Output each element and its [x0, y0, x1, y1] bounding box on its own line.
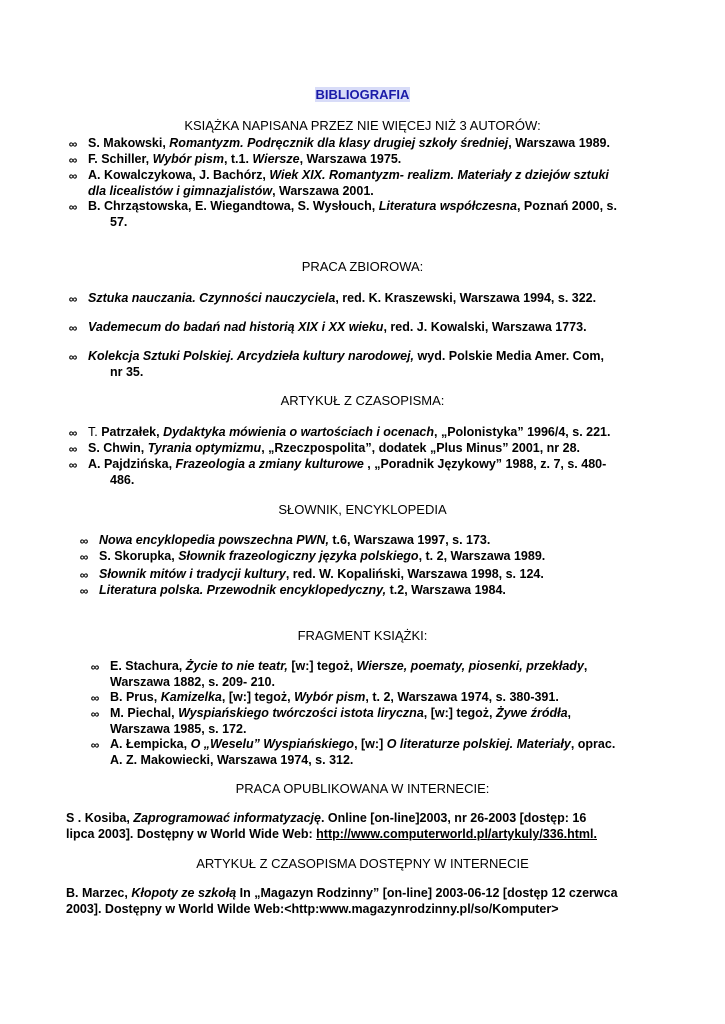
infinity-bullet-icon: ∞	[68, 137, 78, 151]
infinity-bullet-icon: ∞	[90, 691, 100, 705]
list-item: ∞ Kolekcja Sztuki Polskiej. Arcydzieła kultury narodowej, wyd. Polskie Media Amer. Com, nr 35.	[88, 348, 688, 380]
infinity-bullet-icon: ∞	[68, 200, 78, 214]
infinity-bullet-icon: ∞	[68, 321, 78, 335]
page-title	[0, 87, 725, 102]
section-heading-article: ARTYKUŁ Z CZASOPISMA:	[280, 393, 445, 408]
infinity-bullet-icon: ∞	[68, 442, 78, 456]
infinity-bullet-icon: ∞	[68, 153, 78, 167]
list-item: ∞ E. Stachura, Życie to nie teatr, [w:] tegoż, Wiersze, poematy, piosenki, przekłady, Warszawa 1882, s. 209- 210.	[110, 658, 690, 690]
infinity-bullet-icon: ∞	[90, 738, 100, 752]
internet-article-entry: B. Marzec, Kłopoty ze szkołą In „Magazyn Rodzinny” [on-line] 2003-06-12 [dostęp 12 czerwca 2003]. Dostępny w World Wilde Web:<http:www.magazynrodzinny.pl/so/Komputer>	[66, 886, 618, 916]
list-item: ∞ S. Chwin, Tyrania optymizmu, „Rzeczpospolita”, dodatek „Plus Minus” 2001, nr 28.	[88, 440, 688, 456]
infinity-bullet-icon: ∞	[68, 350, 78, 364]
list-item: ∞ B. Chrząstowska, E. Wiegandtowa, S. Wysłouch, Literatura współczesna, Poznań 2000, s. 57.	[88, 198, 688, 230]
title-text: BIBLIOGRAFIA	[315, 87, 410, 102]
list-item: ∞ A. Łempicka, O „Weselu” Wyspiańskiego, [w:] O literaturze polskiej. Materiały, oprac. A. Z. Makowiecki, Warszawa 1974, s. 312.	[110, 736, 690, 768]
infinity-bullet-icon: ∞	[90, 707, 100, 721]
infinity-bullet-icon: ∞	[68, 169, 78, 183]
list-item: ∞ B. Prus, Kamizelka, [w:] tegoż, Wybór pism, t. 2, Warszawa 1974, s. 380-391.	[110, 689, 690, 705]
list-item: ∞ Literatura polska. Przewodnik encyklopedyczny, t.2, Warszawa 1984.	[99, 582, 699, 598]
list-item: ∞ Sztuka nauczania. Czynności nauczyciela, red. K. Kraszewski, Warszawa 1994, s. 322.	[88, 290, 688, 306]
section-heading-collective: PRACA ZBIOROWA:	[301, 259, 424, 274]
list-item: ∞ Słownik mitów i tradycji kultury, red. W. Kopaliński, Warszawa 1998, s. 124.	[99, 566, 699, 582]
list-item: ∞ S. Makowski, Romantyzm. Podręcznik dla klasy drugiej szkoły średniej, Warszawa 1989.	[88, 135, 688, 151]
infinity-bullet-icon: ∞	[79, 568, 89, 582]
infinity-bullet-icon: ∞	[68, 426, 78, 440]
infinity-bullet-icon: ∞	[68, 292, 78, 306]
list-item: ∞ M. Piechal, Wyspiańskiego twórczości istota liryczna, [w:] tegoż, Żywe źródła, Warszawa 1985, s. 172.	[110, 705, 690, 737]
section-heading-internet-publication: PRACA OPUBLIKOWANA W INTERNECIE:	[235, 781, 490, 796]
internet-publication-entry: S . Kosiba, Zaprogramować informatyzację. Online [on-line]2003, nr 26-2003 [dostęp: 16 lipca 2003]. Dostępny w World Wide Web: http://www.computerworld.pl/artykuly/336.html.	[66, 811, 597, 841]
list-item: ∞ F. Schiller, Wybór pism, t.1. Wiersze, Warszawa 1975.	[88, 151, 688, 167]
section-heading-dictionary: SŁOWNIK, ENCYKLOPEDIA	[278, 502, 447, 517]
list-item: ∞ S. Skorupka, Słownik frazeologiczny języka polskiego, t. 2, Warszawa 1989.	[99, 548, 699, 564]
list-item: ∞ A. Pajdzińska, Frazeologia a zmiany kulturowe , „Poradnik Językowy” 1988, z. 7, s. 480- 486.	[88, 456, 688, 488]
list-item: ∞ Vademecum do badań nad historią XIX i XX wieku, red. J. Kowalski, Warszawa 1773.	[88, 319, 688, 335]
list-item: ∞ A. Kowalczykowa, J. Bachórz, Wiek XIX. Romantyzm- realizm. Materiały z dziejów sztuki dla licealistów i gimnazjalistów, Warszawa 2001.	[88, 167, 688, 199]
computerworld-link[interactable]: http://www.computerworld.pl/artykuly/336.html.	[316, 827, 597, 841]
section-heading-fragment: FRAGMENT KSIĄŻKI:	[297, 628, 428, 643]
list-item: ∞ Nowa encyklopedia powszechna PWN, t.6, Warszawa 1997, s. 173.	[99, 532, 699, 548]
section-heading-books: KSIĄŻKA NAPISANA PRZEZ NIE WIĘCEJ NIŻ 3 AUTORÓW:	[184, 118, 541, 133]
infinity-bullet-icon: ∞	[79, 584, 89, 598]
section-heading-internet-article: ARTYKUŁ Z CZASOPISMA DOSTĘPNY W INTERNECIE	[196, 856, 529, 871]
list-item: ∞ T. Patrzałek, Dydaktyka mówienia o wartościach i ocenach, „Polonistyka” 1996/4, s. 221.	[88, 424, 688, 440]
infinity-bullet-icon: ∞	[90, 660, 100, 674]
infinity-bullet-icon: ∞	[68, 458, 78, 472]
infinity-bullet-icon: ∞	[79, 550, 89, 564]
infinity-bullet-icon: ∞	[79, 534, 89, 548]
